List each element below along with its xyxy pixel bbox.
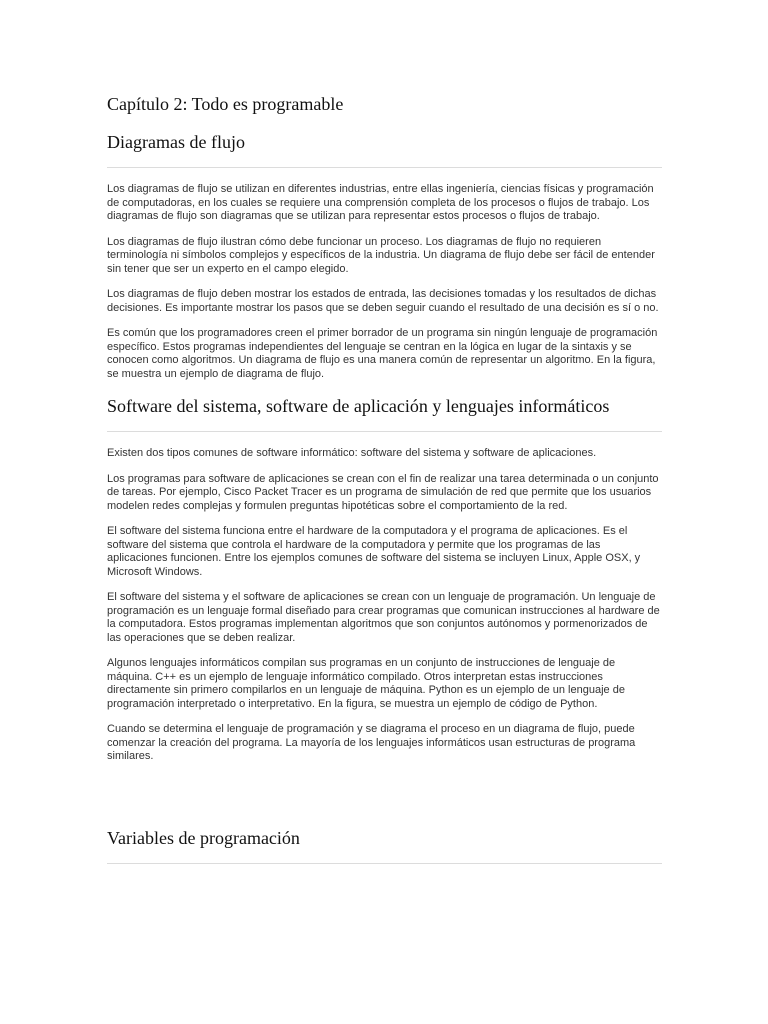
paragraph: Los programas para software de aplicaciones se crean con el fin de realizar una tarea determinada o un conjunto de tareas. Por ejemplo, Cisco Packet Tracer es un programa de simulación de red que permite que los usuarios modelen redes complejas y formulen preguntas hipotéticas sobre el comportamiento de la red. [107, 472, 659, 512]
paragraph: Cuando se determina el lenguaje de programación y se diagrama el proceso en un diagrama de flujo, puede comenzar la creación del programa. La mayoría de los lenguajes informáticos usan estructuras de programa similares. [107, 723, 636, 762]
section-divider [107, 167, 662, 168]
paragraph: Los diagramas de flujo se utilizan en diferentes industrias, entre ellas ingeniería, ciencias físicas y programación de computadoras, en los cuales se requiere una comprensión completa de los procesos o flujos de trabajo. Los diagramas de flujo son diagramas que se utilizan para representar estos procesos o flujos de trabajo. [107, 183, 654, 222]
section-divider [107, 863, 662, 864]
paragraph: El software del sistema y el software de aplicaciones se crean con un lenguaje de programación. Un lenguaje de programación es un lenguaje formal diseñado para crear programas que comunican instrucciones al hardware de la computadora. Estos programas implementan algoritmos que son conjuntos autónomos y pormenorizados de las operaciones que se deben realizar. [107, 591, 660, 644]
section-software [107, 394, 662, 764]
section-heading: Software del sistema, software de aplicación y lenguajes informáticos [107, 396, 610, 416]
paragraph: El software del sistema funciona entre el hardware de la computadora y el programa de aplicaciones. Es el software del sistema que controla el hardware de la computadora y permite que los programas de las aplicaciones funcionen. Entre los ejemplos comunes de software del sistema se incluyen Linux, Apple OSX, y Microsoft Windows. [107, 525, 641, 578]
section-flowcharts [107, 130, 662, 381]
chapter-title: Capítulo 2: Todo es programable [107, 94, 344, 114]
paragraph: Los diagramas de flujo ilustran cómo debe funcionar un proceso. Los diagramas de flujo no requieren terminología ni símbolos complejos y específicos de la industria. Un diagrama de flujo debe ser fácil de entender sin tener que ser un experto en el campo elegido. [107, 235, 655, 275]
section-divider [107, 431, 662, 432]
section-variables [107, 826, 662, 864]
section-heading: Diagramas de flujo [107, 132, 245, 152]
document-content [107, 92, 662, 879]
paragraph: Es común que los programadores creen el primer borrador de un programa sin ningún lenguaje de programación específico. Estos programas independientes del lenguaje se centran en la lógica en lugar de la sintaxis y se conocen como algoritmos. Un diagrama de flujo es una manera común de representar un algoritmo. En la figura, se muestra un ejemplo de diagrama de flujo. [107, 327, 658, 380]
paragraph: Algunos lenguajes informáticos compilan sus programas en un conjunto de instrucciones de lenguaje de máquina. C++ es un ejemplo de lenguaje informático compilado. Otros interpretan estas instrucciones directamente sin primero compilarlos en un lenguaje de máquina. Python es un ejemplo de un lenguaje de programación interpretado o interpretativo. En la figura, se muestra un ejemplo de código de Python. [107, 657, 625, 710]
paragraph: Los diagramas de flujo deben mostrar los estados de entrada, las decisiones tomadas y los resultados de dichas decisiones. Es importante mostrar los pasos que se deben seguir cuando el resultado de una decisión es sí o no. [107, 288, 659, 314]
paragraph: Existen dos tipos comunes de software informático: software del sistema y software de aplicaciones. [107, 447, 597, 459]
section-heading: Variables de programación [107, 827, 300, 848]
spacer [107, 776, 662, 826]
